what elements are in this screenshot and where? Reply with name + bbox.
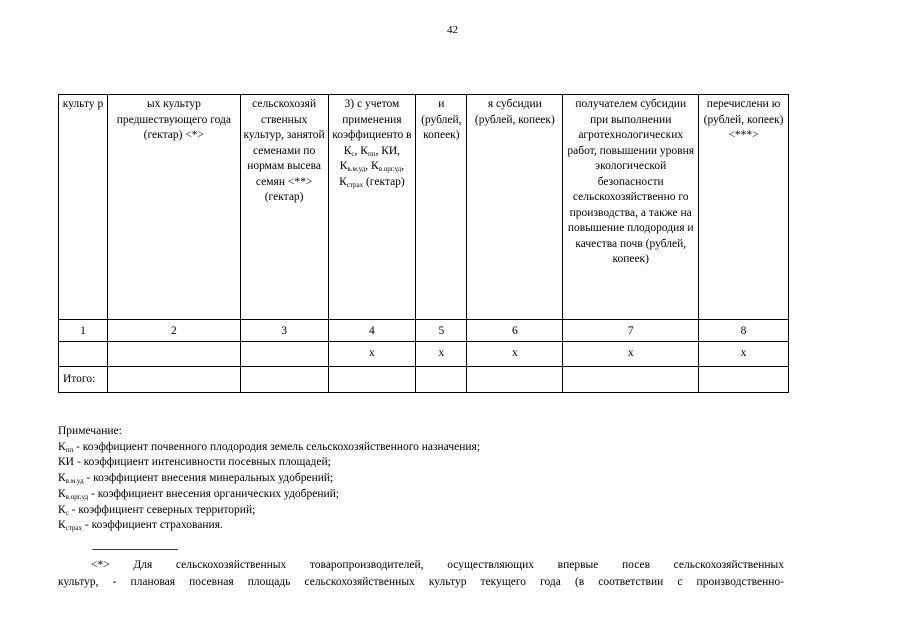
note-subscript: в.орг.уд xyxy=(65,492,89,501)
header-cell: перечислени ю (рублей, копеек) <***> xyxy=(699,95,789,320)
table-cell: x xyxy=(416,342,467,367)
note-item xyxy=(58,455,798,471)
coeff-subscript: с xyxy=(351,149,355,158)
table-cell xyxy=(699,367,789,393)
note-item xyxy=(58,471,798,487)
table-cell xyxy=(108,342,241,367)
header-cell: сельскохозяй ственных культур, занятой семенами по нормам высева семян <**> (гектар) xyxy=(240,95,328,320)
note-symbol: К xyxy=(58,519,66,532)
header-cell: культу р xyxy=(59,95,108,320)
note-subscript: страх xyxy=(65,524,83,533)
subsidy-table xyxy=(58,94,789,393)
footnote-line: культур, - плановая посевная площадь сельскохозяйственных культур текущего года (в соответствии с производственно- xyxy=(58,576,784,588)
header-cell: ых культур предшествующего года (гектар) <*> xyxy=(108,95,241,320)
header-cell-text: 3) с учетом применения коэффициенто в xyxy=(332,98,412,141)
table-cell xyxy=(108,367,241,393)
column-number: 6 xyxy=(467,320,563,342)
notes-title: Примечание: xyxy=(58,425,122,437)
column-number: 4 xyxy=(328,320,416,342)
note-text: - коэффициент интенсивности посевных площадей; xyxy=(73,456,331,469)
total-row xyxy=(59,367,789,393)
column-number: 2 xyxy=(108,320,241,342)
coeff-subscript: страх xyxy=(346,180,364,189)
note-subscript: пп xyxy=(65,445,74,454)
note-symbol: К xyxy=(58,440,66,453)
table-cell xyxy=(416,367,467,393)
header-cell: получателем субсидии при выполнении агротехнологических работ, повышении уровня экологической безопасности сельскохозяйственно го производства, а также на повышение плодородия и качества почв (рублей, копеек) xyxy=(563,95,699,320)
total-label: Итого: xyxy=(59,367,108,393)
coeff-symbol: , КИ, xyxy=(375,144,401,157)
table-row xyxy=(59,342,789,367)
note-symbol: К xyxy=(58,472,66,485)
coeff-subscript: в.м.уд xyxy=(347,165,366,173)
coeff-symbol: , xyxy=(401,160,405,172)
coeff-symbol: , К xyxy=(365,160,379,172)
header-cell: я субсидии (рублей, копеек) xyxy=(467,95,563,320)
notes-section xyxy=(58,424,798,534)
note-symbol: КИ xyxy=(58,456,74,469)
note-subscript: в.м.уд xyxy=(65,477,84,486)
header-cell: и (рублей, копеек) xyxy=(416,95,467,320)
table-cell: x xyxy=(563,342,699,367)
header-cell xyxy=(328,95,416,320)
note-subscript: с xyxy=(65,508,69,517)
footnote xyxy=(58,557,784,591)
page-number: 42 xyxy=(447,24,458,36)
note-text: - коэффициент страхования. xyxy=(82,519,223,532)
column-number: 8 xyxy=(699,320,789,342)
coeff-symbol: К xyxy=(343,144,352,157)
table-cell xyxy=(240,367,328,393)
coeff-subscript: в.орг.уд xyxy=(378,165,402,173)
note-text: - коэффициент почвенного плодородия земель сельскохозяйственного назначения; xyxy=(73,440,481,453)
note-item xyxy=(58,503,798,519)
coeff-symbol: К xyxy=(339,175,347,188)
table-cell xyxy=(563,367,699,393)
column-number: 1 xyxy=(59,320,108,342)
table-cell xyxy=(240,342,328,367)
table-cell xyxy=(467,367,563,393)
column-number: 5 xyxy=(416,320,467,342)
table-cell: x xyxy=(467,342,563,367)
note-item xyxy=(58,487,798,503)
footnote-line: <*> Для сельскохозяйственных товаропроизводителей, осуществляющих впервые посев сельскохозяйственных xyxy=(91,559,784,571)
note-symbol: К xyxy=(58,503,66,516)
coeff-symbol: , К xyxy=(354,144,368,157)
table-cell xyxy=(328,367,416,393)
column-number: 7 xyxy=(563,320,699,342)
coeff-unit: (гектар) xyxy=(363,175,405,188)
header-row xyxy=(59,95,789,320)
footnote-divider: -------------------------------- xyxy=(92,543,178,555)
table-cell: x xyxy=(699,342,789,367)
table-cell: x xyxy=(328,342,416,367)
note-item xyxy=(58,518,798,534)
note-item xyxy=(58,440,798,456)
coeff-subscript: пп xyxy=(367,149,376,158)
note-text: - коэффициент внесения минеральных удобрений; xyxy=(83,472,334,485)
column-number-row xyxy=(59,320,789,342)
column-number: 3 xyxy=(240,320,328,342)
note-text: - коэффициент северных территорий; xyxy=(68,503,256,516)
table-cell xyxy=(59,342,108,367)
note-symbol: К xyxy=(58,487,66,500)
coeff-symbol: К xyxy=(339,160,348,172)
note-text: - коэффициент внесения органических удобрений; xyxy=(88,487,340,500)
